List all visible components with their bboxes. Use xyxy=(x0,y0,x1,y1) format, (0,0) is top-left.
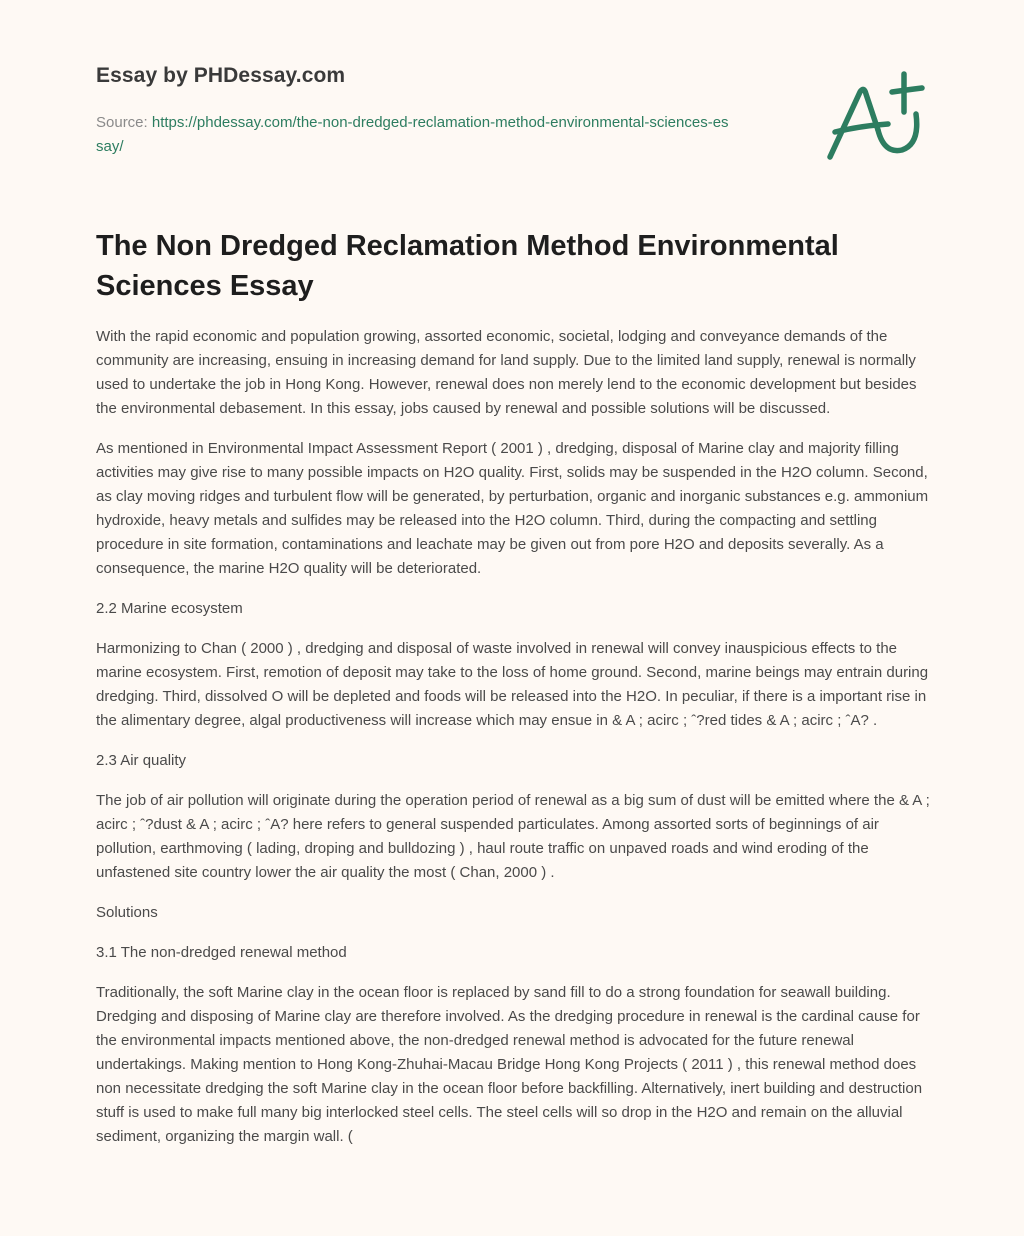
article-title: The Non Dredged Reclamation Method Environmental Sciences Essay xyxy=(96,230,839,302)
paragraph-marine-ecosystem: Harmonizing to Chan ( 2000 ) , dredging and disposal of waste involved in renewal will convey inauspicious effects to the marine ecosystem. First, remotion of deposit may take to the loss of home ground. Second, marine beings may entrain during dredging. Third, dissolved O will be depleted and foods will be released into the H2O. In peculiar, if there is a important rise in the alimentary degree, algal productiveness will increase which may ensue in & A ; acirc ; ˆ?red tides & A ; acirc ; ˆA? . xyxy=(96,640,929,729)
paragraph-intro: With the rapid economic and population growing, assorted economic, societal, lodging and conveyance demands of the community are increasing, ensuing in increasing demand for land supply. Due to the limited land supply, renewal is normally used to undertake the job in Hong Kong. However, renewal does non merely lend to the economic development but besides the environmental debasement. In this essay, jobs caused by renewal and possible solutions will be discussed. xyxy=(96,328,917,417)
paragraph-air-quality: The job of air pollution will originate during the operation period of renewal as a big sum of dust will be emitted where the & A ; acirc ; ˆ?dust & A ; acirc ; ˆA? here refers to general suspended particulates. Among assorted sorts of beginnings of air pollution, earthmoving ( lading, droping and bulldozing ) , haul route traffic on unpaved roads and wind eroding of the unfastened site country lower the air quality the most ( Chan, 2000 ) . xyxy=(96,792,930,881)
section-heading-solutions: Solutions xyxy=(96,904,158,921)
source-label: Source: xyxy=(96,114,148,131)
source-line xyxy=(96,111,736,159)
source-link[interactable]: https://phdessay.com/the-non-dredged-reclamation-method-environmental-sciences-essay/ xyxy=(96,114,729,155)
article-body xyxy=(96,325,932,1165)
paragraph-non-dredged-method: Traditionally, the soft Marine clay in the ocean floor is replaced by sand fill to do a strong foundation for seawall building. Dredging and disposing of Marine clay are therefore involved. As the dredging procedure in renewal is the cardinal cause for the environmental impacts mentioned above, the non-dredged renewal method is advocated for the future renewal undertakings. Making mention to Hong Kong-Zhuhai-Macau Bridge Hong Kong Projects ( 2011 ) , this renewal method does non necessitate dredging the soft Marine clay in the ocean floor before backfilling. Alternatively, inert building and destruction stuff is used to make full many big interlocked steel cells. The steel cells will so drop in the H2O and remain on the alluvial sediment, organizing the margin wall. ( xyxy=(96,984,923,1145)
section-heading-marine-ecosystem: 2.2 Marine ecosystem xyxy=(96,600,243,617)
site-title: Essay by PHDessay.com xyxy=(96,64,346,87)
section-heading-air-quality: 2.3 Air quality xyxy=(96,752,187,769)
a-plus-grade-icon xyxy=(820,62,930,167)
section-heading-non-dredged-method: 3.1 The non-dredged renewal method xyxy=(96,944,347,961)
paragraph-water-quality: As mentioned in Environmental Impact Assessment Report ( 2001 ) , dredging, disposal of Marine clay and majority filling activities may give rise to many possible impacts on H2O quality. First, solids may be suspended in the H2O column. Second, as clay moving ridges and turbulent flow will be generated, by perturbation, organic and inorganic substances e.g. ammonium hydroxide, heavy metals and sulfides may be released into the H2O column. Third, during the compacting and settling procedure in site formation, contaminations and leachate may be given out from pore H2O and deposits severally. As a consequence, the marine H2O quality will be deteriorated. xyxy=(96,440,929,577)
